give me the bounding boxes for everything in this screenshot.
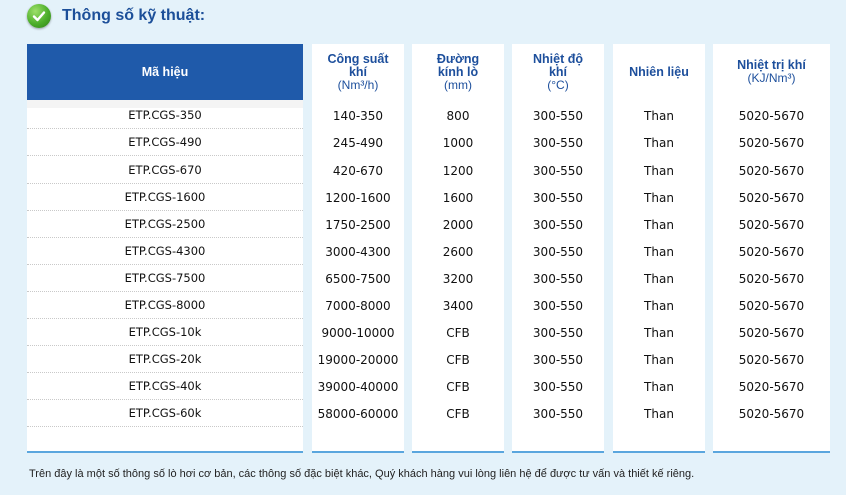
table-cell: CFB xyxy=(446,352,470,367)
table-cell: CFB xyxy=(446,325,470,340)
column-header-label: Nhiệt độ khí xyxy=(533,51,583,79)
section-title: Thông số kỹ thuật: xyxy=(62,7,206,24)
table-cell: 3200 xyxy=(442,271,474,286)
table-cell: 1000 xyxy=(442,135,474,150)
table-cell: 1200 xyxy=(442,163,474,178)
table-cell: ETP.CGS-1600 xyxy=(27,184,303,211)
table-cell: ETP.CGS-8000 xyxy=(27,292,303,319)
table-cell: ETP.CGS-60k xyxy=(27,400,303,427)
table-cell: 5020-5670 xyxy=(738,379,805,394)
table-cell: ETP.CGS-2500 xyxy=(27,211,303,238)
table-cell: Than xyxy=(644,352,674,367)
table-cell: 245-490 xyxy=(332,135,384,150)
column-header xyxy=(613,44,705,100)
table-cell: Than xyxy=(644,244,674,259)
column-header-label: Công suất khí xyxy=(327,51,389,79)
table-cell: ETP.CGS-10k xyxy=(27,319,303,346)
table-cell: 9000-10000 xyxy=(321,325,395,340)
table-cell: CFB xyxy=(446,379,470,394)
col-fuel xyxy=(613,44,705,453)
table-cell: ETP.CGS-4300 xyxy=(27,238,303,265)
column-header xyxy=(512,44,604,100)
column-bottom-border xyxy=(412,451,504,453)
table-cell: 5020-5670 xyxy=(738,298,805,313)
table-cell: Than xyxy=(644,406,674,421)
table-cell: 300-550 xyxy=(532,379,584,394)
table-cell: Than xyxy=(644,379,674,394)
table-cell: 300-550 xyxy=(532,406,584,421)
table-cell: 5020-5670 xyxy=(738,352,805,367)
table-cell: 300-550 xyxy=(532,325,584,340)
table-cell: ETP.CGS-670 xyxy=(27,157,303,184)
table-cell: Than xyxy=(644,217,674,232)
table-cell: 1750-2500 xyxy=(325,217,391,232)
table-cell: 58000-60000 xyxy=(317,406,399,421)
column-header-label: Nhiệt trị khí xyxy=(737,58,806,72)
column-header xyxy=(713,44,830,100)
table-cell: 140-350 xyxy=(332,108,384,123)
table-cell: 300-550 xyxy=(532,217,584,232)
column-header-unit: (°C) xyxy=(547,77,569,92)
column-header-label: Mã hiệu xyxy=(141,64,189,79)
table-cell: ETP.CGS-40k xyxy=(27,373,303,400)
column-header-label: Đường kính lò xyxy=(436,51,480,79)
table-cell: 3000-4300 xyxy=(325,244,391,259)
table-cell: Than xyxy=(644,271,674,286)
table-cell: 5020-5670 xyxy=(738,271,805,286)
table-cell: 3400 xyxy=(442,298,474,313)
table-cell: 300-550 xyxy=(532,108,584,123)
table-cell: Than xyxy=(644,325,674,340)
table-cell: 300-550 xyxy=(532,163,584,178)
table-cell: Than xyxy=(644,108,674,123)
table-cell: 420-670 xyxy=(332,163,384,178)
column-header xyxy=(412,44,504,100)
table-cell: 800 xyxy=(446,108,470,123)
table-cell: 6500-7500 xyxy=(325,271,391,286)
column-header xyxy=(27,44,303,100)
column-bottom-border xyxy=(512,451,604,453)
table-cell: ETP.CGS-350 xyxy=(27,102,303,129)
table-cell: 5020-5670 xyxy=(738,244,805,259)
table-cell: CFB xyxy=(446,406,470,421)
table-cell: Than xyxy=(644,163,674,178)
table-cell: 1600 xyxy=(442,190,474,205)
table-cell: 300-550 xyxy=(532,244,584,259)
table-cell: 5020-5670 xyxy=(738,163,805,178)
col-code xyxy=(27,44,303,453)
table-cell: 5020-5670 xyxy=(738,108,805,123)
column-header-unit: (Nm³/h) xyxy=(337,77,379,92)
table-cell: 300-550 xyxy=(532,271,584,286)
col-temperature xyxy=(512,44,604,453)
column-header xyxy=(312,44,404,100)
column-header-unit: (KJ/Nm³) xyxy=(747,71,796,85)
column-bottom-border xyxy=(312,451,404,453)
table-cell: 19000-20000 xyxy=(317,352,399,367)
table-cell: 1200-1600 xyxy=(325,190,391,205)
column-header-unit: (mm) xyxy=(444,77,472,92)
column-header-label: Nhiên liệu xyxy=(629,64,689,79)
col-capacity xyxy=(312,44,404,453)
column-bottom-border xyxy=(613,451,705,453)
table-cell: 300-550 xyxy=(532,352,584,367)
table-cell: 2600 xyxy=(442,244,474,259)
table-cell: 5020-5670 xyxy=(738,406,805,421)
table-cell: 5020-5670 xyxy=(738,325,805,340)
table-cell: 7000-8000 xyxy=(325,298,391,313)
table-cell: ETP.CGS-7500 xyxy=(27,265,303,292)
table-cell: 39000-40000 xyxy=(317,379,399,394)
table-cell: ETP.CGS-20k xyxy=(27,346,303,373)
col-heating-value xyxy=(713,44,830,453)
footnote: Trên đây là một số thông số lò hơi cơ bản, các thông số đặc biệt khác, Quý khách hàng vui lòng liên hệ để được tư vấn và thiết kế riêng. xyxy=(29,468,695,480)
column-bottom-border xyxy=(27,451,303,453)
table-cell: 300-550 xyxy=(532,135,584,150)
column-bottom-border xyxy=(713,451,830,453)
table-cell: 5020-5670 xyxy=(738,190,805,205)
table-cell: 300-550 xyxy=(532,298,584,313)
check-circle-icon xyxy=(27,4,51,28)
table-cell: 2000 xyxy=(442,217,474,232)
table-cell: 5020-5670 xyxy=(738,135,805,150)
table-cell: 5020-5670 xyxy=(738,217,805,232)
section-heading xyxy=(27,3,205,29)
col-diameter xyxy=(412,44,504,453)
table-cell: Than xyxy=(644,190,674,205)
spec-table xyxy=(27,44,830,453)
table-cell: 300-550 xyxy=(532,190,584,205)
table-cell: Than xyxy=(644,135,674,150)
table-cell: ETP.CGS-490 xyxy=(27,129,303,156)
table-cell: Than xyxy=(644,298,674,313)
